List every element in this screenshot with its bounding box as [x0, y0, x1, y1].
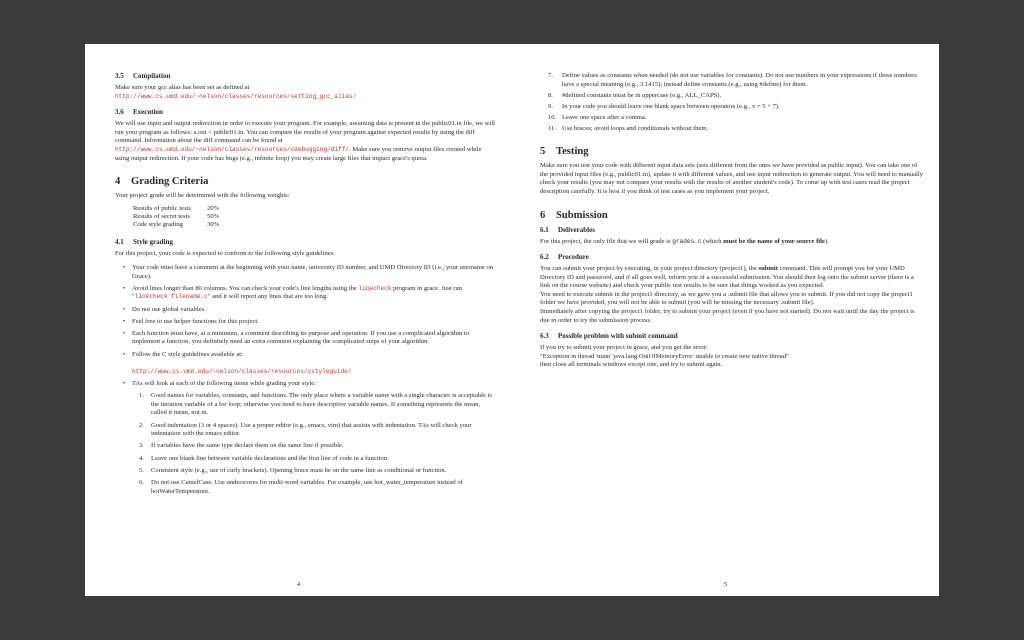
style-intro: For this project, your code is expected to conform to the following style guidelines:	[115, 250, 336, 258]
heading-6: 6 Submission	[540, 209, 608, 221]
page-number: 5	[723, 581, 728, 588]
procedure-paragraph-3: Immediately after copying the project1 folder, try to submit your project (even if you have not started). Do not wait until the day the project is due in order to try the submission process.	[540, 308, 915, 324]
execution-paragraph: We will use input and output redirection in order to execute your program. For example, assuming data is present in the public01.in file, we will run your program as follows: a.out < public01.in. You can compare the results of your program against expected results by using the diff command. Information about the diff command can be found at http://www.cs.umd.edu/~nelson/classes/resources/cdebugging/diff/. Make sure you remove output files created while using output redirection. If your code has bugs (e.g., infinite loop) you may create large files that impact grace's quota.	[115, 120, 495, 162]
left-column	[115, 72, 497, 500]
testing-paragraph: Make sure you test your code with different input data sets (sets different from the ones we have provided as public input). You can take one of the provided input files (e.g., public01.in), update it with different values, and use input redirection to generate output. You will need to manually check your results (you may not compare your results with the results of another student's code). To come up with test cases read the project description carefully. It is best if you think of test cases as you implement your project.	[540, 162, 923, 195]
list-item: 5. Consistent style (e.g., use of curly brackets). Opening brace must be on the same line as conditional or function.	[139, 466, 447, 474]
style-items-list	[115, 392, 497, 496]
list-item: 3. If variables have the same type declare them on the same line if possible.	[139, 442, 344, 450]
page-number: 4	[296, 581, 301, 588]
list-item: • TAs will look at each of the following items while grading your style:	[123, 380, 317, 388]
procedure-paragraph-2: You need to execute submit in the project1 directory, as we gave you a .submit file that allows you to submit. If you did not copy the project1 folder we have provided, you will not be able to submit (you will be missing the necessary .submit file).	[540, 290, 913, 307]
gcc-alias-link[interactable]: http://www.cs.umd.edu/~nelson/classes/resources/setting_gcc_alias/	[115, 92, 357, 100]
list-item: 10. Leave one space after a comma.	[548, 113, 647, 121]
heading-6-2: 6.2 Procedure	[540, 253, 589, 262]
submit-problem-text: If you try to submit your project in grace, and you get the error:	[540, 344, 708, 352]
diff-link[interactable]: http://www.cs.umd.edu/~nelson/classes/resources/cdebugging/diff/	[115, 145, 350, 153]
list-item: 9. In your code you should leave one blank space between operators (e.g., x = 5 + 7).	[548, 102, 780, 110]
submit-fix-text: then close all terminals windows except one, and try to submit again.	[540, 361, 723, 369]
list-item: 4. Leave one blank line between variable declarations and the first line of code in a function.	[139, 454, 389, 462]
list-item: • Each function must have, at a minimum, a comment describing its purpose and operation. If you use a complicated algorithm to implement a function, you definitely need an extra comment explaining the complicated steps of your algorithm.	[123, 329, 470, 346]
list-item: • Do not use global variables.	[123, 305, 206, 313]
heading-5: 5 Testing	[540, 146, 589, 158]
style-guidelines-list	[115, 264, 497, 389]
procedure-paragraph-1: You can submit your project by executing, in your project directory (project1), the submit command. This will prompt you for your UMD Directory ID and password, and if all goes well, inform you of a successful submission. You should then log onto the submit server (there is a link on the course website) and check your public test results to be sure that things worked as you expected.	[540, 265, 914, 290]
heading-3-5: 3.5 Compilation	[115, 72, 171, 80]
page-5	[512, 44, 939, 596]
list-item: 2. Good indentation (3 or 4 spaces). Use a proper editor (e.g., emacs, vim) that assists with indentation. TAs will check your indentation with the emacs editor.	[139, 421, 472, 438]
submit-error-text: "Exception in thread 'main' java.lang.OutOfMemoryError: unable to create new native thread"	[540, 352, 789, 360]
list-item: • Your code must have a comment at the beginning with your name, university ID number, and UMD Directory ID (i.e., your username on Grace).	[123, 263, 494, 280]
table-row: Code style grading 30%	[133, 221, 220, 229]
list-item: 1. Good names for variables, constants, and functions. The only place where a variable name with a single character is acceptable is the iteration variable of a for loop; otherwise you need to have descriptive variable names. If something represents the mean, called it mean, not m.	[139, 392, 492, 417]
list-item: 6. Do not use CamelCase. Use underscores for multi-word variables. For example, use hot_water_temperature instead of hotWaterTemperature.	[139, 478, 463, 495]
right-column	[540, 72, 924, 370]
heading-4: 4 Grading Criteria	[115, 176, 209, 188]
list-item: • Feel free to use helper functions for this project.	[123, 317, 259, 325]
list-item: 11. Use braces; avoid loops and conditionals without them.	[548, 124, 709, 132]
list-item: • Avoid lines longer than 80 columns. You can check your code's line lengths using the linecheck program in grace. Just run "linecheck filename.c" and it will report any lines that are too long.	[123, 284, 463, 301]
grading-intro: Your project grade will be determined with the following weights:	[115, 192, 290, 200]
heading-3-6: 3.6 Execution	[115, 108, 163, 117]
page-4	[85, 44, 512, 596]
deliverables-text: For this project, the only file that we will grade is grades.c (which must be the name of your source file).	[540, 237, 829, 245]
heading-6-1: 6.1 Deliverables	[540, 225, 595, 234]
document-spread	[85, 44, 939, 596]
table-row: Results of secret tests 50%	[133, 212, 220, 220]
compilation-text: Make sure your gcc alias has been set as defined at	[115, 84, 250, 91]
list-item: 8. #defined constants must be in uppercase (e.g., ALL_CAPS).	[548, 91, 722, 99]
style-items-list-continued	[540, 72, 924, 133]
heading-6-3: 6.3 Possible problem with submit command	[540, 332, 678, 341]
list-item: • Follow the C style guidelines available at: http://www.cs.umd.edu/~nelson/classes/resources/cstyleguide/	[123, 350, 352, 375]
heading-4-1: 4.1 Style grading	[115, 238, 173, 247]
table-row: Results of public tests 20%	[133, 204, 220, 212]
list-item: 7. Define values as constants when needed (do not use variables for constants). Do not use numbers in your expressions if those numbers have a special meaning (e.g., 3.1415); instead define constants (e.g., using #define) for them.	[548, 72, 917, 88]
cstyleguide-link[interactable]: http://www.cs.umd.edu/~nelson/classes/resources/cstyleguide/	[132, 367, 352, 375]
weights-table	[133, 205, 235, 230]
